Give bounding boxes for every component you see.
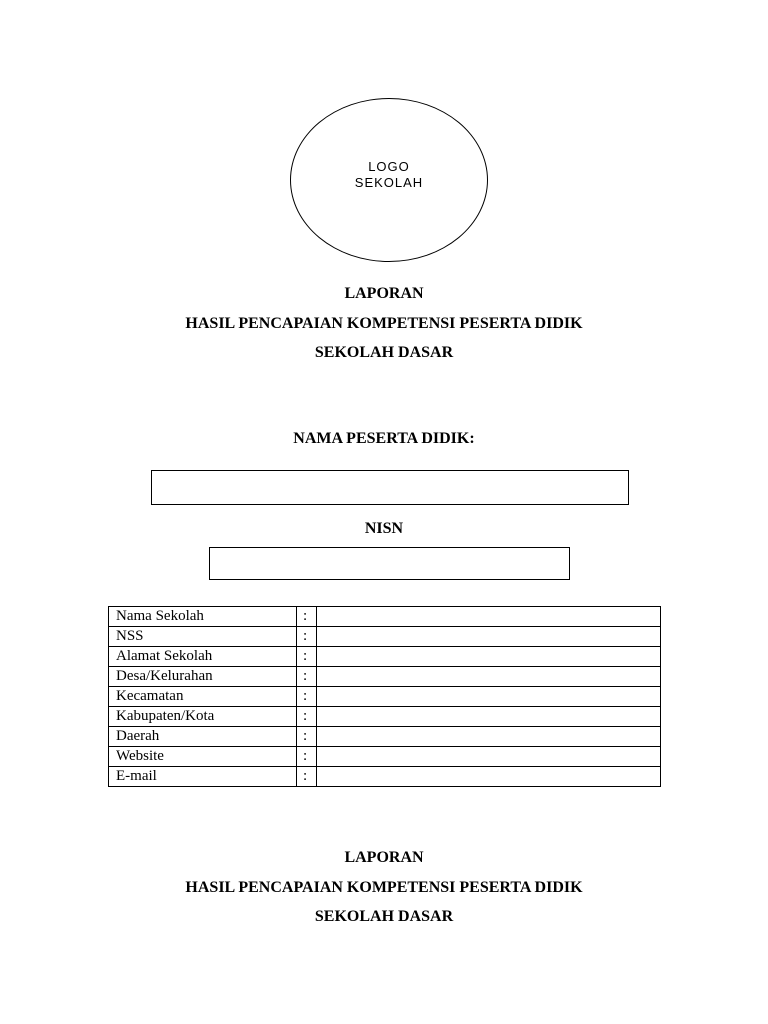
report-school-level: SEKOLAH DASAR (314, 344, 454, 361)
nisn-field[interactable] (209, 547, 570, 580)
school-info-value[interactable] (317, 687, 661, 707)
report-subtitle: HASIL PENCAPAIAN KOMPETENSI PESERTA DIDIK (185, 315, 583, 332)
school-info-row (109, 667, 661, 687)
school-info-label: Kecamatan (109, 687, 297, 707)
school-info-separator: : (297, 747, 317, 767)
footer-report-title: LAPORAN (344, 849, 424, 866)
school-info-separator: : (297, 727, 317, 747)
school-info-value[interactable] (317, 607, 661, 627)
school-info-row (109, 627, 661, 647)
school-info-label: E-mail (109, 767, 297, 787)
school-info-value[interactable] (317, 667, 661, 687)
school-info-label: Kabupaten/Kota (109, 707, 297, 727)
footer-report-school-level: SEKOLAH DASAR (314, 908, 454, 925)
report-title: LAPORAN (344, 285, 424, 302)
school-info-separator: : (297, 607, 317, 627)
school-info-row (109, 647, 661, 667)
nisn-label: NISN (364, 520, 404, 537)
logo-text-line1: LOGO (368, 159, 410, 174)
school-info-row (109, 687, 661, 707)
school-info-value[interactable] (317, 747, 661, 767)
school-info-table (108, 606, 661, 787)
school-info-separator: : (297, 647, 317, 667)
school-info-label: Desa/Kelurahan (109, 667, 297, 687)
school-info-value[interactable] (317, 727, 661, 747)
school-info-row (109, 607, 661, 627)
student-name-label: NAMA PESERTA DIDIK: (293, 430, 475, 447)
school-info-separator: : (297, 687, 317, 707)
school-info-separator: : (297, 627, 317, 647)
student-name-field[interactable] (151, 470, 629, 505)
school-info-separator: : (297, 707, 317, 727)
school-info-separator: : (297, 667, 317, 687)
logo-text-line2: SEKOLAH (354, 175, 424, 190)
school-info-separator: : (297, 767, 317, 787)
school-info-label: NSS (109, 627, 297, 647)
school-info-row (109, 707, 661, 727)
school-info-label: Daerah (109, 727, 297, 747)
school-logo-placeholder (290, 98, 488, 262)
school-info-value[interactable] (317, 627, 661, 647)
school-info-value[interactable] (317, 707, 661, 727)
school-info-row (109, 767, 661, 787)
school-info-value[interactable] (317, 647, 661, 667)
school-info-row (109, 747, 661, 767)
footer-report-subtitle: HASIL PENCAPAIAN KOMPETENSI PESERTA DIDIK (185, 879, 583, 896)
school-info-row (109, 727, 661, 747)
school-info-label: Nama Sekolah (109, 607, 297, 627)
school-info-value[interactable] (317, 767, 661, 787)
school-info-label: Website (109, 747, 297, 767)
school-info-label: Alamat Sekolah (109, 647, 297, 667)
